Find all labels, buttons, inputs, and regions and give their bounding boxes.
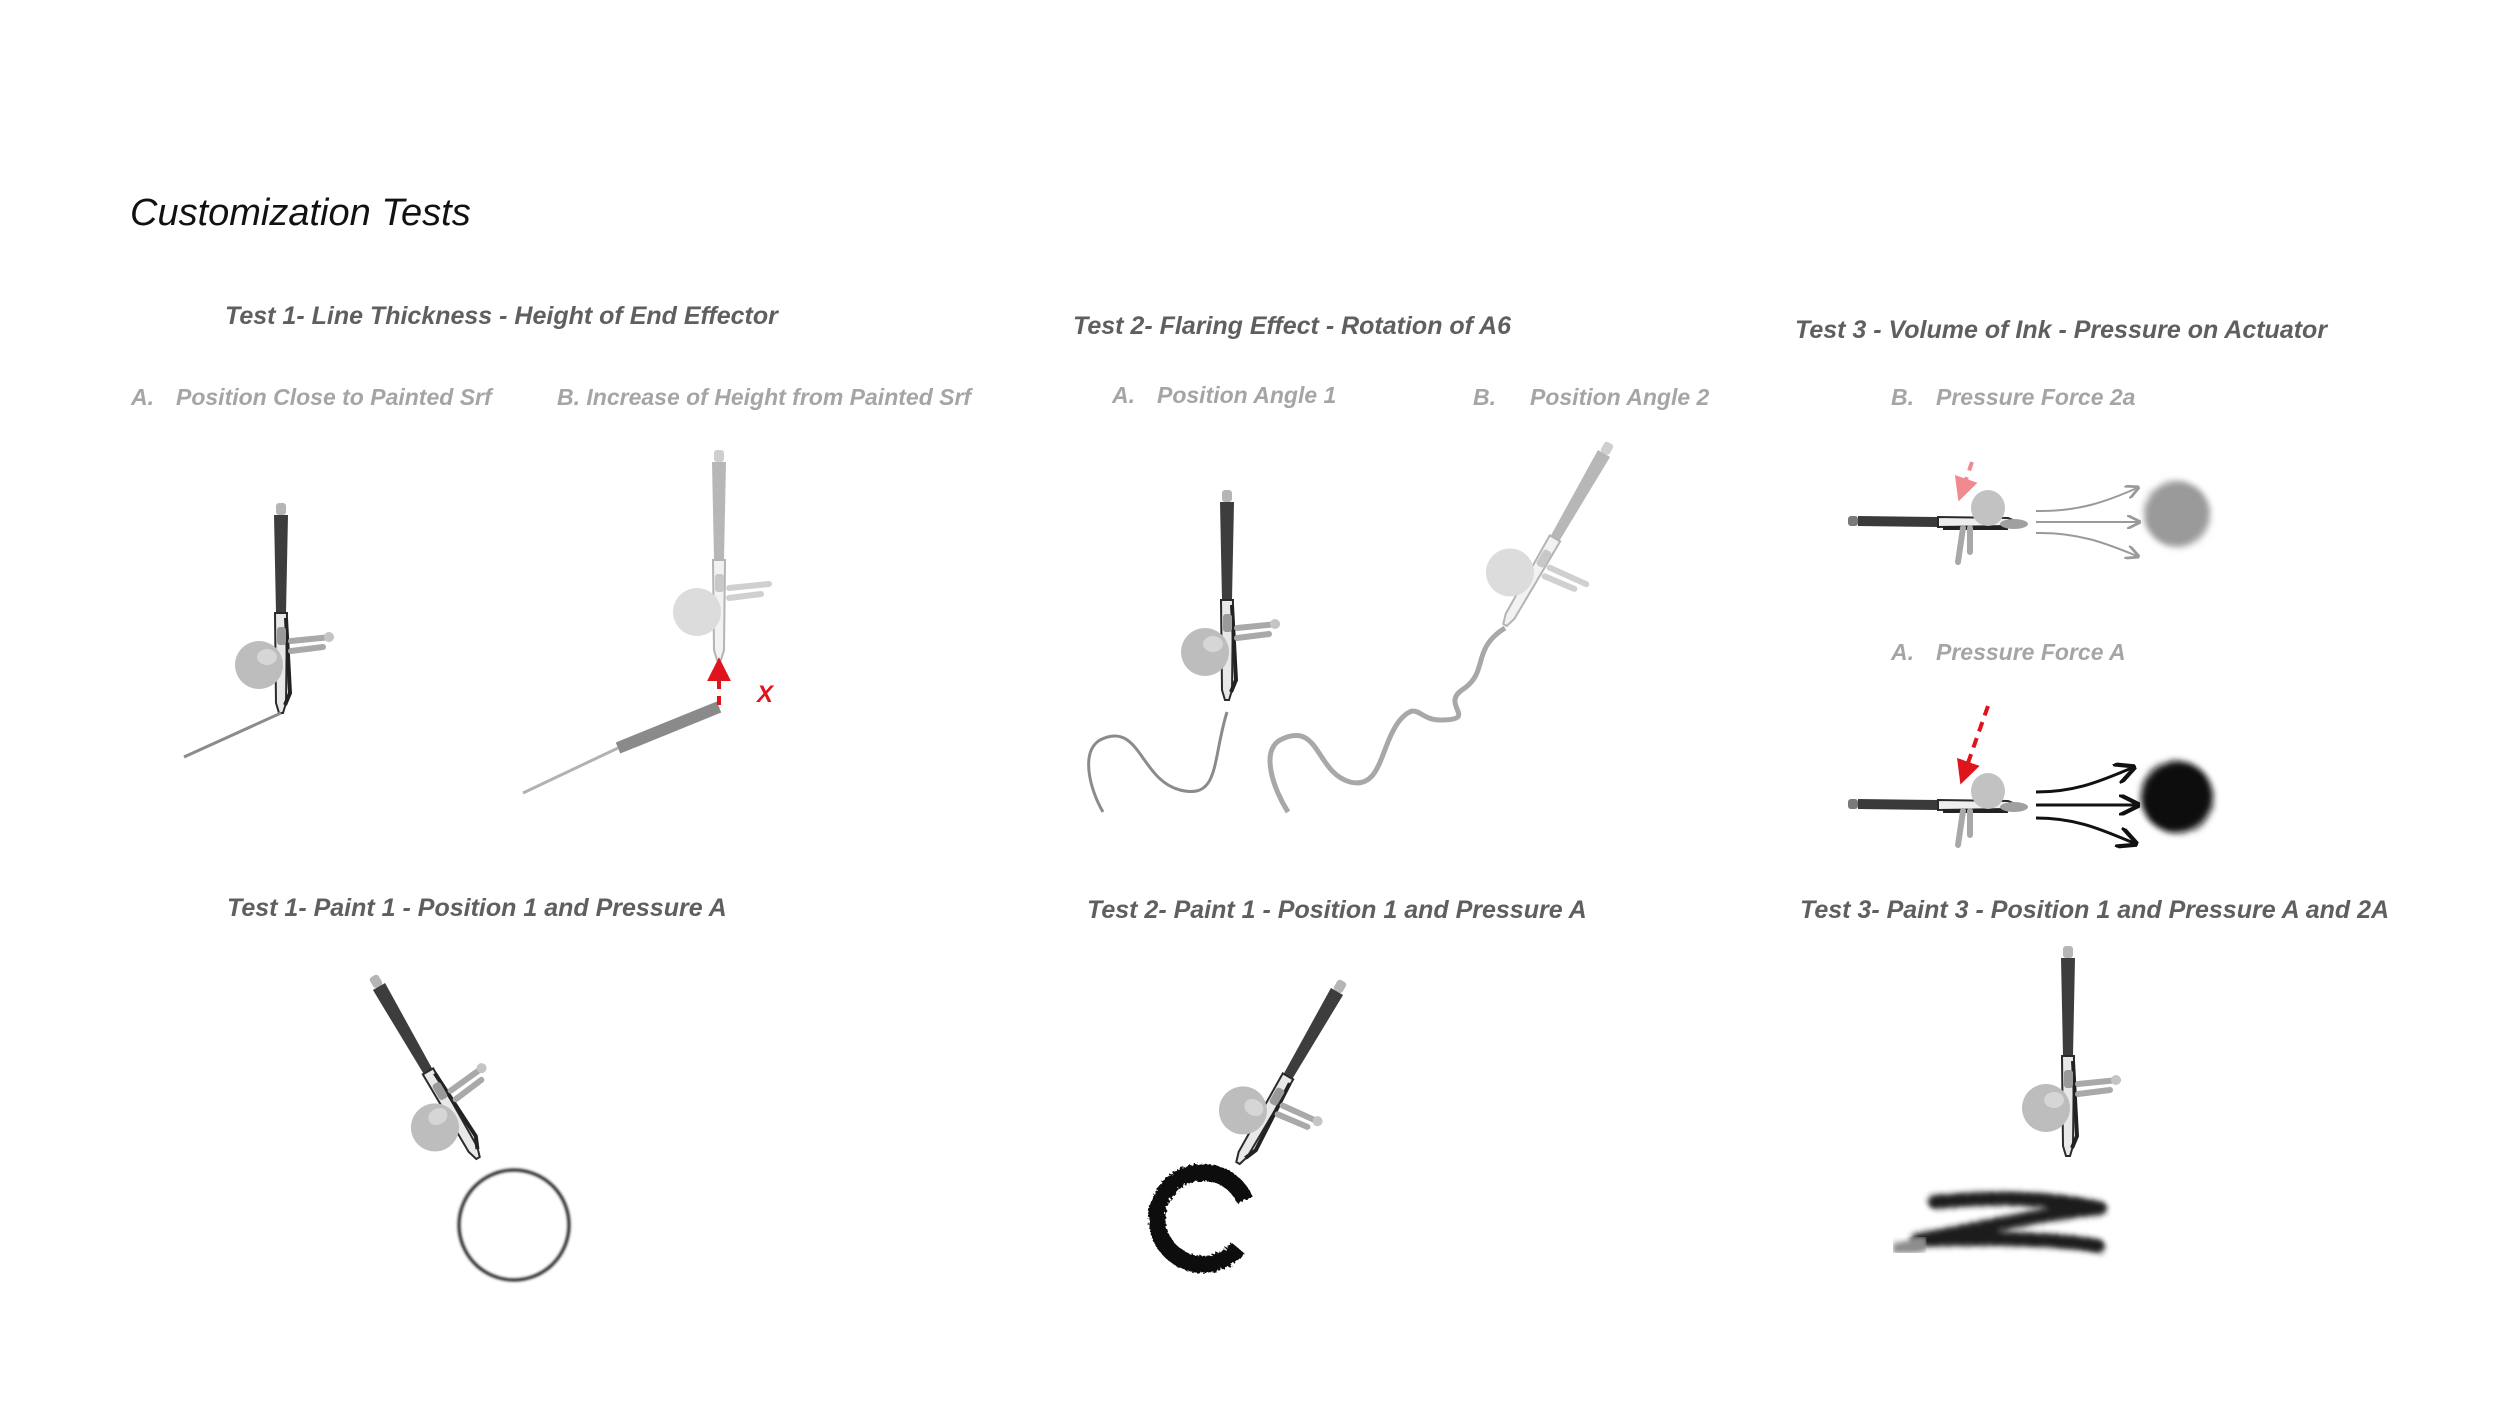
test2-sub-b-label: Position Angle 2	[1530, 384, 1710, 410]
dark-spray-spot	[2141, 761, 2213, 833]
light-spray-spot	[2144, 481, 2210, 547]
test2-a-wave-line	[1089, 712, 1227, 812]
test3-sub-a-letter: A.	[1891, 639, 1914, 665]
test1-sub-b-label: B. Increase of Height from Painted Srf	[557, 384, 972, 410]
height-marker: X	[757, 681, 774, 708]
test1-sub-a-letter: A.	[131, 384, 154, 410]
test2-b-airbrush	[1270, 420, 1653, 812]
test2-b-wave-line	[1270, 628, 1505, 812]
paint3-airbrush	[1898, 946, 2121, 1250]
test1-b-airbrush	[523, 450, 775, 793]
test3-sub-b-letter: B.	[1891, 384, 1914, 410]
test1-sub-a-label: Position Close to Painted Srf	[176, 384, 492, 410]
test2-sub-a-label: Position Angle 1	[1157, 382, 1337, 408]
paint1-thin-circle	[459, 1170, 569, 1280]
test2-a-airbrush	[1089, 490, 1280, 812]
test3-sub-b-label: Pressure Force 2a	[1936, 384, 2136, 410]
test3-heading: Test 3 - Volume of Ink - Pressure on Actuator	[1795, 316, 2328, 344]
test2-paint-heading: Test 2- Paint 1 - Position 1 and Pressure A	[1087, 896, 1587, 924]
test3-b-airbrush	[1848, 462, 2210, 562]
page-title: Customization Tests	[130, 192, 471, 234]
paint1-airbrush	[333, 950, 569, 1280]
test3-sub-a-label: Pressure Force A	[1936, 639, 2126, 665]
test1-paint-heading: Test 1- Paint 1 - Position 1 and Pressure A	[227, 894, 727, 922]
test2-sub-a-letter: A.	[1112, 382, 1135, 408]
test3-paint-heading: Test 3- Paint 3 - Position 1 and Pressure A and 2A	[1800, 896, 2390, 924]
test3-a-airbrush	[1848, 706, 2213, 845]
test2-sub-b-letter: B.	[1473, 384, 1496, 410]
test2-heading: Test 2- Flaring Effect - Rotation of A6	[1073, 312, 1511, 340]
paint3-spray-zigzag	[1918, 1199, 2100, 1246]
paint2-thick-arc	[1157, 1172, 1245, 1264]
test1-a-thin-line	[184, 713, 281, 757]
test1-b-thick-line	[618, 707, 719, 748]
test1-a-airbrush	[184, 503, 334, 757]
paint2-airbrush	[1157, 958, 1389, 1264]
test1-heading: Test 1- Line Thickness - Height of End Effector	[225, 302, 778, 330]
